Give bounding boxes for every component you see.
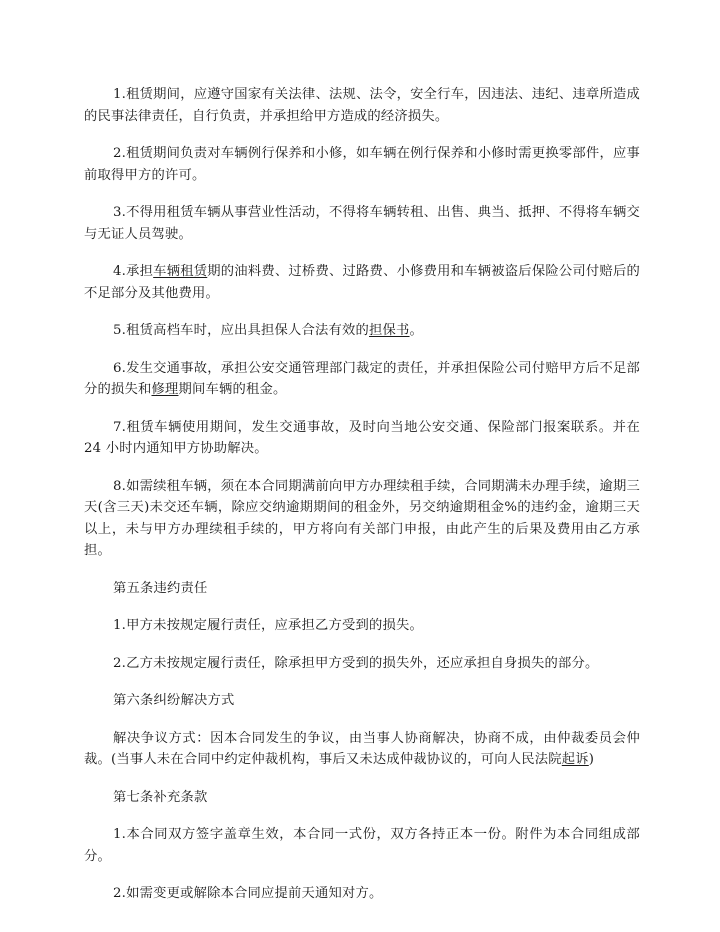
heading-text: 第五条违约责任 (113, 580, 208, 596)
guarantee-letter-link[interactable]: 担保书 (369, 323, 410, 338)
vehicle-rental-link[interactable]: 车辆租赁 (153, 264, 208, 279)
clause-paragraph (84, 824, 640, 867)
paragraph-text: 期间车辆的租金。 (178, 382, 287, 397)
paragraph-text: 1.本合同双方签字盖章生效，本合同一式份，双方各持正本一份。附件为本合同组成部分。 (84, 827, 640, 864)
paragraph-text: 1.甲方未按规定履行责任，应承担乙方受到的损失。 (113, 618, 424, 633)
paragraph-text: 8.如需续租车辆，须在本合同期满前向甲方办理续租手续，合同期满未办理手续，逾期三天(含三天)未交还车辆，除应交纳逾期期间的租金外，另交纳逾期租金%的违约金，逾期三天以上，未与甲方办理续租手续的，甲方将向有关部门申报，由此产生的后果及费用由乙方承担。 (84, 478, 640, 558)
clause-paragraph (84, 653, 640, 675)
clause-paragraph (84, 358, 640, 401)
heading-text: 第七条补充条款 (113, 789, 208, 805)
paragraph-text: 3.不得用租赁车辆从事营业性活动，不得将车辆转租、出售、典当、抵押、不得将车辆交与无证人员驾驶。 (84, 205, 640, 242)
paragraph-text: 7.租赁车辆使用期间，发生交通事故，及时向当地公安交通、保险部门报案联系。并在 24 小时内通知甲方协助解决。 (84, 419, 640, 456)
clause-paragraph (84, 615, 640, 637)
clause-paragraph (84, 261, 640, 304)
clause-paragraph (84, 143, 640, 186)
clause-paragraph (84, 202, 640, 245)
paragraph-text: 解决争议方式：因本合同发生的争议，由当事人协商解决，协商不成，由仲裁委员会仲裁。(当事人未在合同中约定仲裁机构，事后又未达成仲裁协议的，可向人民法院 (84, 730, 640, 767)
paragraph-text: 4.承担 (113, 264, 154, 279)
clause-paragraph (84, 476, 640, 562)
paragraph-text: 期的油料费、过桥费、过路费、小修费用和车辆被盗后保险公司付赔后的不足部分及其他费用。 (84, 264, 640, 301)
paragraph-text: 6.发生交通事故，承担公安交通管理部门裁定的责任，并承担保险公司付赔甲方后不足部分的损失和 (84, 360, 640, 397)
clause-paragraph (84, 728, 640, 771)
repair-link[interactable]: 修理 (151, 382, 179, 397)
paragraph-text: 2.租赁期间负责对车辆例行保养和小修，如车辆在例行保养和小修时需更换零部件，应事前取得甲方的许可。 (84, 146, 640, 183)
paragraph-text: 2.如需变更或解除本合同应提前天通知对方。 (113, 886, 383, 901)
document-body (84, 84, 640, 921)
clause-paragraph (84, 84, 640, 127)
paragraph-text: 1.租赁期间，应遵守国家有关法律、法规、法令，安全行车，因违法、违纪、违章所造成的民事法律责任，自行负责，并承担给甲方造成的经济损失。 (84, 87, 640, 124)
lawsuit-link[interactable]: 起诉 (561, 752, 589, 767)
section-heading (84, 787, 640, 809)
paragraph-text: 。 (409, 323, 424, 338)
paragraph-text: ) (588, 752, 595, 767)
clause-paragraph (84, 320, 640, 342)
paragraph-text: 5.租赁高档车时，应出具担保人合法有效的 (113, 323, 370, 338)
clause-paragraph (84, 883, 640, 905)
section-heading (84, 578, 640, 600)
clause-paragraph (84, 417, 640, 460)
heading-text: 第六条纠纷解决方式 (113, 693, 235, 708)
section-heading (84, 690, 640, 712)
paragraph-text: 2.乙方未按规定履行责任，除承担甲方受到的损失外，还应承担自身损失的部分。 (113, 655, 599, 671)
